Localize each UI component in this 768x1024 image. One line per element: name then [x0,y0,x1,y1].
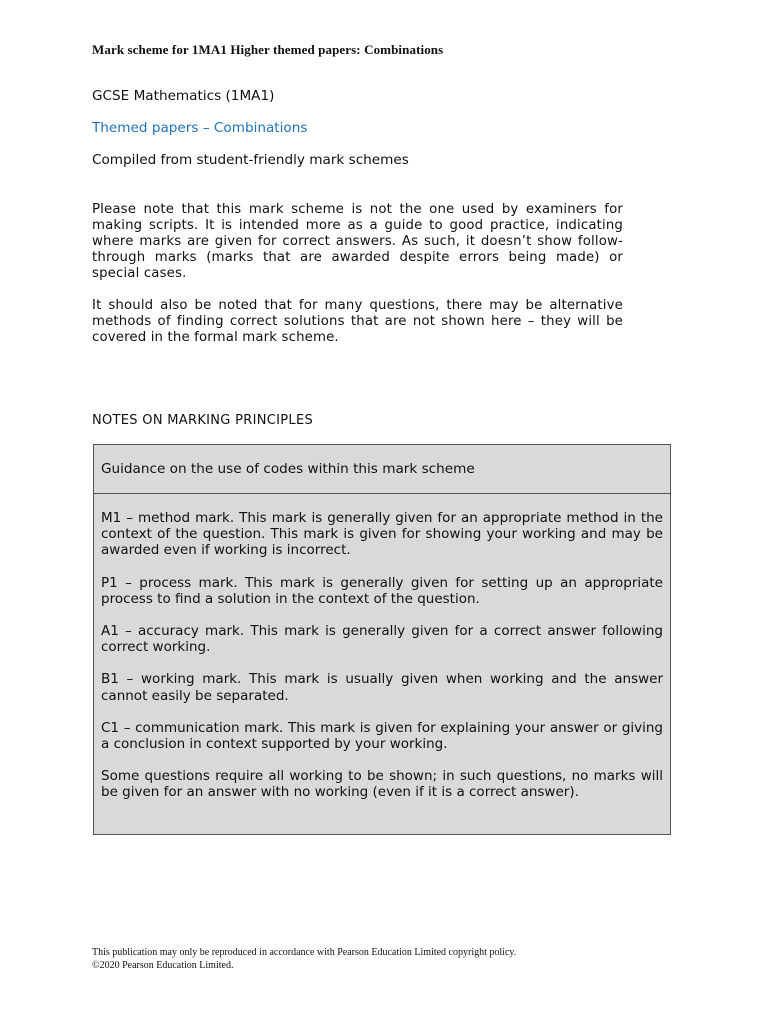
marking-principles-heading: NOTES ON MARKING PRINCIPLES [92,413,314,428]
subject-title: GCSE Mathematics (1MA1) [92,88,275,104]
code-m1: M1 – method mark. This mark is generally given for an appropriate method in the context of the question. This mark is given for showing your working and may be awarded even if working is incorrect. [101,510,663,559]
guidance-box [93,444,671,835]
working-note: Some questions require all working to be shown; in such questions, no marks will be given for an answer with no working (even if it is a correct answer). [101,768,663,801]
guidance-box-title: Guidance on the use of codes within this mark scheme [94,445,670,494]
code-p1: P1 – process mark. This mark is generally given for setting up an appropriate process to find a solution in the context of the question. [101,574,663,607]
disclaimer-paragraph: Please note that this mark scheme is not the one used by examiners for making scripts. It is intended more as a guide to good practice, indicating where marks are given for correct answers. As such, it doesn’t show follow-through marks (marks that are awarded despite errors being made) or special cases. [92,202,623,281]
code-a1: A1 – accuracy mark. This mark is generally given for a correct answer following correct working. [101,623,663,656]
copyright-policy: This publication may only be reproduced in accordance with Pearson Education Limited copyright policy. [92,947,517,958]
copyright-notice: ©2020 Pearson Education Limited. [92,960,234,971]
themed-papers-title: Themed papers – Combinations [92,120,308,136]
code-b1: B1 – working mark. This mark is usually given when working and the answer cannot easily be separated. [101,671,663,704]
alternative-methods-paragraph: It should also be noted that for many questions, there may be alternative methods of finding correct solutions that are not shown here – they will be covered in the formal mark scheme. [92,298,623,345]
compiled-note: Compiled from student-friendly mark schemes [92,152,409,168]
document-header: Mark scheme for 1MA1 Higher themed papers: Combinations [92,42,444,57]
footer [92,946,516,972]
guidance-box-body [94,494,670,801]
code-c1: C1 – communication mark. This mark is given for explaining your answer or giving a conclusion in context supported by your working. [101,719,663,753]
